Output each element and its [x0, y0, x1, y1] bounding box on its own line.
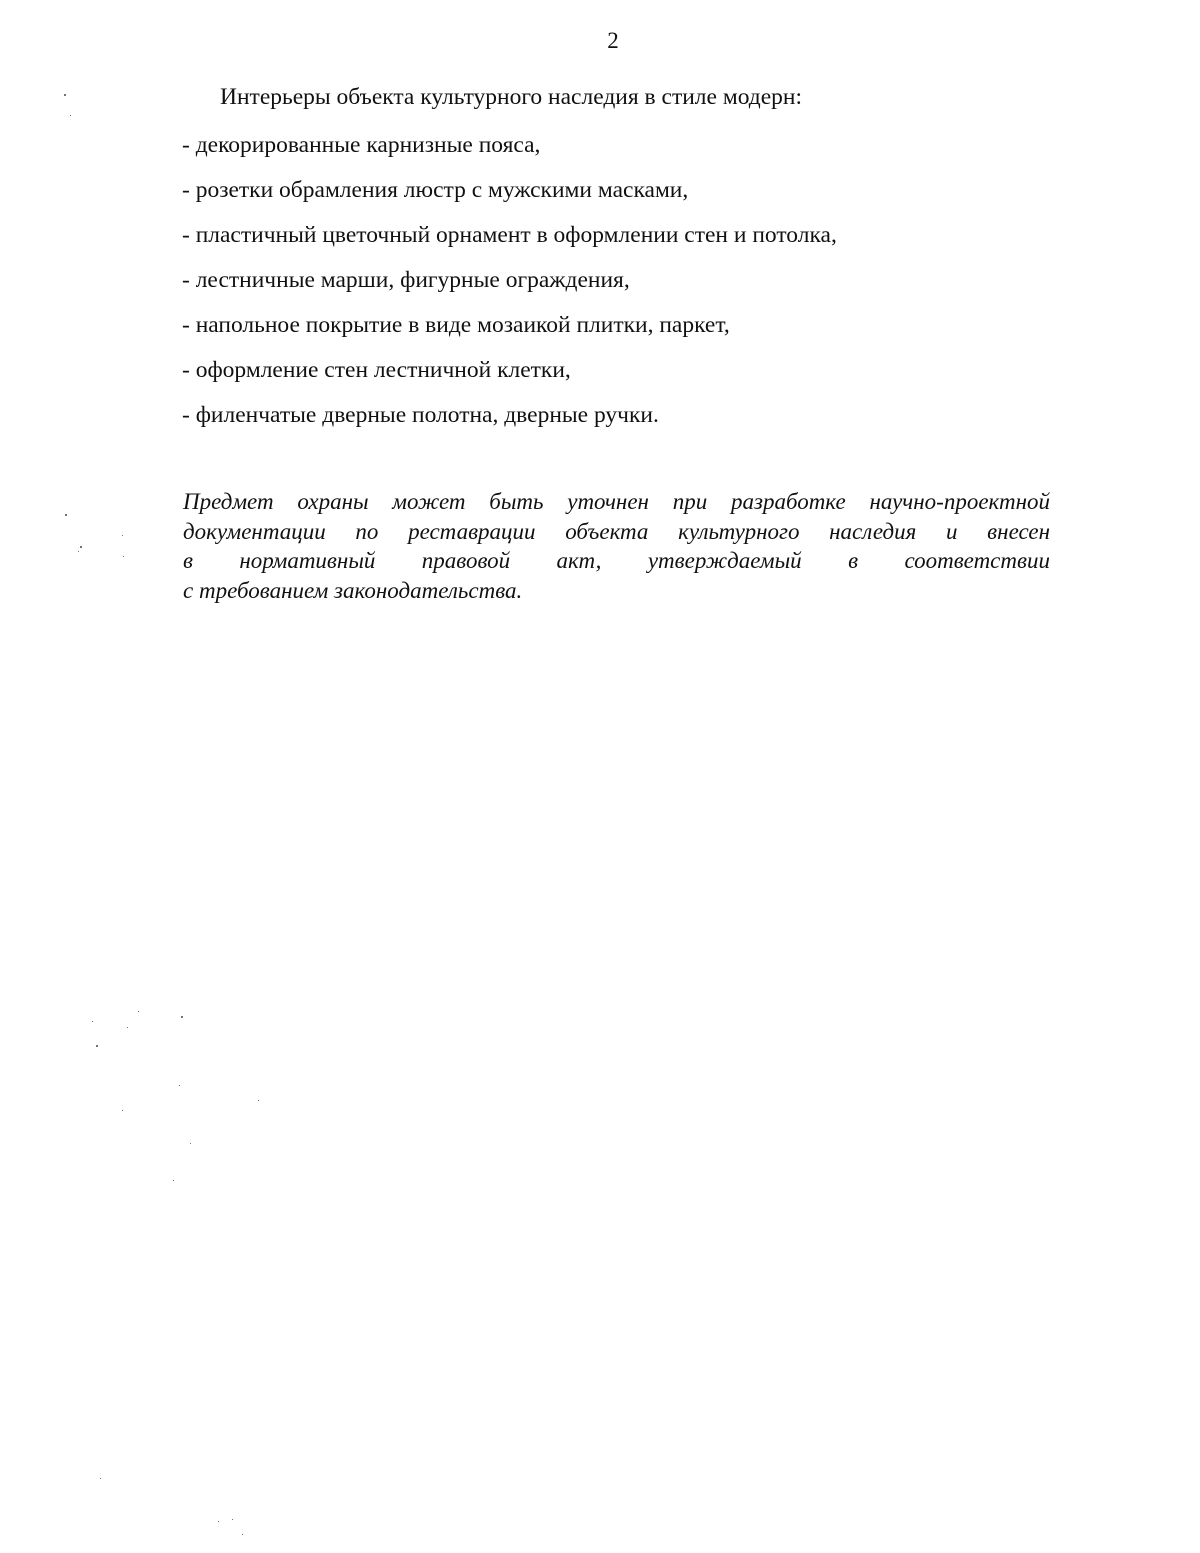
section-heading: Интерьеры объекта культурного наследия в стиле модерн:	[220, 84, 803, 110]
list-item: - филенчатые дверные полотна, дверные ручки.	[182, 402, 659, 428]
note-line: документации по реставрации объекта культурного наследия и внесен	[183, 518, 1050, 544]
note-line: в нормативный правовой акт, утверждаемый в соответствии	[183, 548, 1050, 573]
note-line: с требованием законодательства.	[183, 577, 523, 603]
list-item: - напольное покрытие в виде мозаикой плитки, паркет,	[182, 312, 730, 338]
list-item: - оформление стен лестничной клетки,	[182, 357, 571, 383]
note-paragraph	[183, 487, 1050, 605]
list-item: - лестничные марши, фигурные ограждения,	[182, 267, 630, 293]
list-item: - декорированные карнизные пояса,	[182, 132, 541, 158]
list-item: - розетки обрамления люстр с мужскими масками,	[182, 177, 689, 203]
note-line: Предмет охраны может быть уточнен при разработке научно-проектной	[183, 489, 1050, 514]
list-item: - пластичный цветочный орнамент в оформлении стен и потолка,	[182, 222, 837, 248]
page-number: 2	[607, 28, 619, 53]
protected-items-list	[182, 128, 837, 443]
